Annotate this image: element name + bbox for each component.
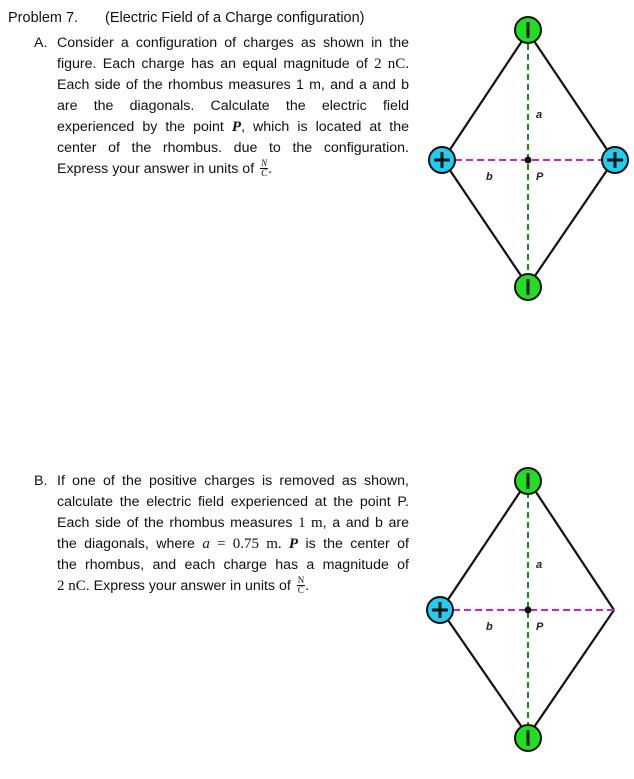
negative-charge-top bbox=[515, 17, 541, 43]
side-length: 1 m bbox=[298, 515, 323, 531]
unit-denominator: C bbox=[297, 584, 304, 595]
label-a: a bbox=[536, 109, 543, 121]
text-span: . bbox=[305, 578, 310, 594]
text-span: Each side of the rhombus measures bbox=[57, 515, 299, 531]
part-b-line: If one of the positive charges is removed as shown, bbox=[57, 473, 409, 489]
positive-charge-left bbox=[427, 597, 453, 623]
label-b: b bbox=[486, 621, 493, 633]
point-p-dot bbox=[525, 607, 532, 614]
unit-numerator: N bbox=[297, 574, 305, 585]
rhombus-side bbox=[528, 32, 614, 160]
rhombus-figure-a bbox=[0, 0, 634, 320]
part-b-line: calculate the electric field experienced at the point P. bbox=[57, 494, 409, 510]
positive-charge-right bbox=[602, 147, 628, 173]
point-p-var: P bbox=[288, 536, 299, 552]
part-a-line: are the diagonals. Calculate the electric field bbox=[57, 98, 409, 114]
part-a-line: center of the rhombus. due to the configuration. bbox=[57, 140, 409, 156]
rhombus-side bbox=[441, 480, 528, 610]
label-p: P bbox=[536, 621, 544, 633]
part-b-line: the rhombus, and each charge has a magnitude of bbox=[57, 557, 409, 573]
label-p: P bbox=[536, 171, 544, 183]
rhombus-side bbox=[441, 610, 528, 736]
text-span: is the center of bbox=[298, 536, 409, 552]
text-span: , a and b are bbox=[322, 515, 410, 531]
text-span: the diagonals, where bbox=[57, 536, 203, 552]
negative-charge-bottom bbox=[515, 725, 541, 751]
part-a-line: Each side of the rhombus measures 1 m, and a and b bbox=[57, 77, 409, 93]
unit-numerator: N bbox=[261, 157, 268, 168]
text-span: experienced by the point bbox=[57, 119, 232, 135]
unit-denominator: C bbox=[261, 167, 268, 178]
point-p-var: P bbox=[231, 119, 242, 135]
text-span: . Express your answer in units of bbox=[85, 578, 295, 594]
text-span: . bbox=[268, 161, 273, 177]
part-a-letter: A. bbox=[34, 35, 48, 51]
diagonal-a-value: = 0.75 m. bbox=[209, 536, 289, 552]
rhombus-side bbox=[528, 480, 614, 610]
negative-charge-bottom bbox=[515, 274, 541, 300]
part-b-letter: B. bbox=[34, 473, 48, 489]
problem-number: Problem 7. bbox=[8, 10, 79, 26]
text-span: , which is located at the bbox=[241, 119, 409, 135]
charge-value: 2 nC bbox=[57, 578, 86, 594]
negative-charge-top bbox=[515, 468, 541, 494]
rhombus-figure-b bbox=[0, 450, 634, 770]
rhombus-side bbox=[443, 32, 528, 160]
point-p-dot bbox=[525, 157, 532, 164]
problem-title: (Electric Field of a Charge configuration) bbox=[105, 10, 365, 26]
part-a-line: Consider a configuration of charges as shown in the bbox=[57, 35, 409, 51]
charge-value: 2 nC. bbox=[374, 56, 410, 72]
diagonal-a-var: a bbox=[202, 536, 210, 552]
text-span: figure. Each charge has an equal magnitude of bbox=[57, 56, 375, 72]
text-span: Express your answer in units of bbox=[57, 161, 259, 177]
label-a: a bbox=[536, 559, 543, 571]
label-b: b bbox=[486, 171, 493, 183]
positive-charge-left bbox=[429, 147, 455, 173]
